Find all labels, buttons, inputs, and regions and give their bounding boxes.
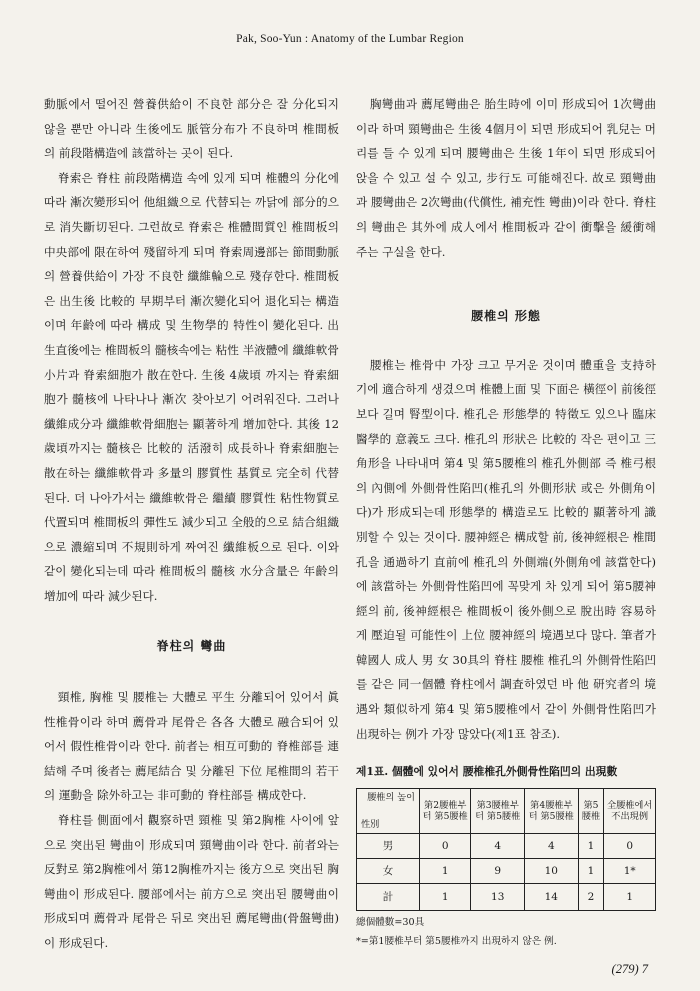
right-column <box>356 92 656 949</box>
column-header: 第5腰椎 <box>578 789 604 834</box>
column-header: 第4腰椎부터 第5腰椎 <box>525 789 579 834</box>
paragraph: 腰椎는 椎骨中 가장 크고 무거운 것이며 體重을 支持하기에 適合하게 생겼으며 椎體上面 및 下面은 橫徑이 前後徑 보다 길며 腎型이다. 椎孔은 形態學的 特徵도 있으나 臨床醫學的 意義도 크다. 椎孔의 形狀은 比較的 작은 편이고 三角形을 나타내며 第4 및 第5腰椎의 椎孔外側部 즉 椎弓根의 內側에 外側骨性陷凹(椎孔의 外側形狀 或은 外側角이다)가 形成되는데 形態學的 構造로도 比較的 顯著하게 識別할 수 있는 것이다. 腰神經은 構成할 前, 後神經根은 椎間孔을 通過하기 直前에 椎孔의 外側端(外側角에 該當한다)에 該當하는 外側骨性陷凹에 꼭맞게 차 있게 되어 第5腰神經의 前, 後神經根은 椎間板이 後外側으로 脫出時 容易하게 壓迫될 可能性이 上位 腰神經의 境遇보다 많다. 筆者가 韓國人 成人 男 女 30具의 脊柱 腰椎 椎孔의 外側骨性陷凹를 같은 同一個體 脊柱에서 調査하였던 바 他 研究者의 境遇와 類似하게 第4 및 第5腰椎에서 같이 外側骨性陷凹가 出現하는 例가 가장 많았다(제1표 참조). <box>356 357 656 741</box>
table-cell: 1 <box>420 884 471 911</box>
table-cell: 1 <box>578 859 604 884</box>
paragraph: 頸椎, 胸椎 및 腰椎는 大體로 平生 分離되어 있어서 眞性椎骨이라 하며 薦骨과 尾骨은 各各 大體로 融合되어 있어서 假性椎骨이라 한다. 前者는 相互可動的 脊椎部를 連結해 주며 後者는 薦尾結合 및 分離된 下位 尾椎間의 若干의 運動을 除外하고는 非可動的 脊柱部를 構成한다. <box>44 690 339 803</box>
table-row-total <box>357 884 656 911</box>
paragraph: 脊索은 脊柱 前段階構造 속에 있게 되며 椎體의 分化에 따라 漸次變形되어 他組織으로 代替되는 까닭에 部分的으로 消失斷切된다. 그런故로 脊索은 椎體間質인 椎間板의 中央部에 限在하여 殘留하게 되며 脊索周邊部는 節間動脈의 營養供給이 가장 不良한 纖維輪으로 殘存한다. 椎間板은 出生後 比較的 早期부터 漸次變化되어 退化되는 構造이며 年齡에 따라 構成 및 生物學的 特性이 變化된다. 出生直後에는 椎間板의 髓核속에는 粘性 半液體에 纖維軟骨小片과 脊索細胞가 散在한다. 生後 4歲頃 까지는 脊索細胞가 髓核에 나타나나 漸次 찾아보기 어려워진다. 그러나 纖維成分과 纖維軟骨細胞는 顯著하게 增加한다. 其後 12歲頃까지는 髓核은 比較的 活潑히 成長하나 脊索細胞는 散在하는 纖維軟骨과 多量의 膠質性 基質로 完全히 代替된다. 더 나아가서는 纖維軟骨은 繼續 膠質性 粘性物質로 代置되며 椎間板의 彈性도 減少되고 全般的으로 結合組織으로 濃縮되며 不規則하게 짜여진 纖維板으로 된다. 이와 같이 變化되는데 따라 椎間板의 髓核 水分含量은 年齡의 增加에 따라 減少된다. <box>44 170 339 603</box>
corner-bottom-label: 性別 <box>361 819 380 831</box>
table-cell: 1 <box>420 859 471 884</box>
table-cell: 2 <box>578 884 604 911</box>
data-table <box>356 788 656 911</box>
table-cell: 14 <box>525 884 579 911</box>
paragraph: 動脈에서 떨어진 營養供給이 不良한 部分은 잘 分化되지 않을 뿐만 아니라 生後에도 脈管分布가 不良하며 椎間板의 前段階構造에 該當하는 곳이 된다. <box>44 97 339 161</box>
left-column <box>44 92 339 956</box>
row-label: 男 <box>357 834 420 859</box>
row-label: 女 <box>357 859 420 884</box>
table-cell: 4 <box>471 834 525 859</box>
table-cell: 4 <box>525 834 579 859</box>
table-cell: 1 <box>604 884 656 911</box>
column-header: 第2腰椎부터 第5腰椎 <box>420 789 471 834</box>
table-cell: 9 <box>471 859 525 884</box>
table-cell: 13 <box>471 884 525 911</box>
table-row <box>357 834 656 859</box>
table-cell: 1* <box>604 859 656 884</box>
section-heading: 腰椎의 形態 <box>471 309 541 324</box>
column-header: 第3腰椎부터 第5腰椎 <box>471 789 525 834</box>
table-caption: 제1표. 個體에 있어서 腰椎椎孔外側骨性陷凹의 出現數 <box>356 765 618 779</box>
table-cell: 0 <box>420 834 471 859</box>
row-label: 計 <box>357 884 420 911</box>
section-heading: 脊柱의 彎曲 <box>156 639 227 654</box>
table-cell: 10 <box>525 859 579 884</box>
page-number: (279) 7 <box>611 962 648 976</box>
table-footnote: *=第1腰椎부터 第5腰椎까지 出現하지 않은 例. <box>356 936 557 948</box>
running-head: Pak, Soo-Yun : Anatomy of the Lumbar Region <box>236 33 464 45</box>
corner-top-label: 腰椎의 높이 <box>367 792 415 804</box>
paragraph: 胸彎曲과 薦尾彎曲은 胎生時에 이미 形成되어 1次彎曲이라 하며 頸彎曲은 生後 4個月이 되면 形成되어 乳兒는 머리를 들 수 있게 되며 腰彎曲은 生後 1年이 되면 形成되어 앉을 수 있고 설 수 있고, 步行도 可能해진다. 故로 頸彎曲과 腰彎曲은 2次彎曲(代償性, 補充性 彎曲)이라 한다. 脊柱의 彎曲은 其外에 成人에서 椎間板과 같이 衝擊을 緩衝해 주는 구실을 한다. <box>356 97 656 259</box>
table-row <box>357 859 656 884</box>
table-total-note: 總個體數=30具 <box>356 917 425 929</box>
column-header: 全腰椎에서 不出現例 <box>604 789 656 834</box>
table-cell: 1 <box>578 834 604 859</box>
paragraph: 脊柱를 側面에서 觀察하면 頸椎 및 第2胸椎 사이에 앞으로 突出된 彎曲이 形成되며 頸彎曲이라 한다. 前者와는 反對로 第2胸椎에서 第12胸椎까지는 後方으로 突出된 胸彎曲이 形成된다. 腰部에서는 前方으로 突出된 腰彎曲이 形成되며 薦骨과 尾骨은 뒤로 突出된 薦尾彎曲(骨盤彎曲)이 形成된다. <box>44 813 339 950</box>
table-corner-header <box>357 789 420 834</box>
table-cell: 0 <box>604 834 656 859</box>
